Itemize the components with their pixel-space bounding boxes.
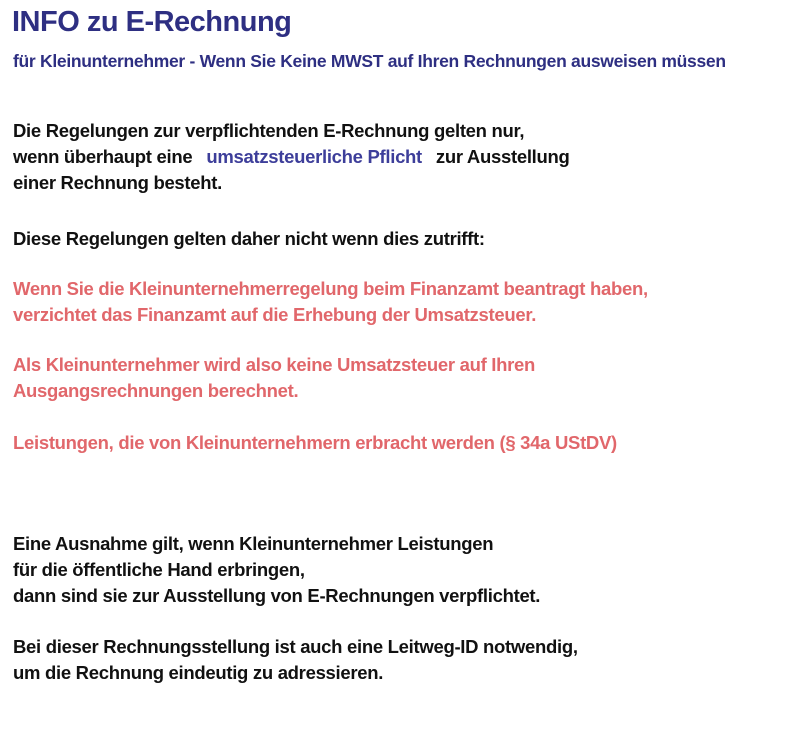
keine-umsatzsteuer-paragraph	[13, 352, 535, 404]
page-title: INFO zu E-Rechnung	[12, 6, 292, 38]
leitweg-line-2: um die Rechnung eindeutig zu adressieren.	[13, 662, 384, 683]
leitweg-line-1: Bei dieser Rechnungsstellung ist auch eine Leitweg-ID notwendig,	[13, 636, 578, 657]
kleinunternehmer-regelung-paragraph	[13, 276, 648, 328]
intro-paragraph	[13, 118, 570, 196]
condition-paragraph	[13, 226, 485, 252]
exception-line-2: für die öffentliche Hand erbringen,	[13, 559, 305, 580]
exception-line-3: dann sind sie zur Ausstellung von E-Rechnungen verpflichtet.	[13, 585, 541, 606]
condition-line: Diese Regelungen gelten daher nicht wenn dies zutrifft:	[13, 228, 485, 249]
umsatzsteuer-pflicht-link[interactable]: umsatzsteuerliche Pflicht	[206, 146, 422, 167]
intro-line-2	[13, 144, 570, 170]
page-subtitle: für Kleinunternehmer - Wenn Sie Keine MWST auf Ihren Rechnungen ausweisen müssen	[13, 51, 726, 71]
leistungen-paragraph	[13, 430, 617, 456]
leitweg-paragraph	[13, 634, 578, 686]
intro-line-2-before: wenn überhaupt eine	[13, 146, 193, 167]
highlight-line-4: Ausgangsrechnungen berechnet.	[13, 380, 299, 401]
exception-line-1: Eine Ausnahme gilt, wenn Kleinunternehmer Leistungen	[13, 533, 494, 554]
highlight-line-5: Leistungen, die von Kleinunternehmern erbracht werden (§ 34a UStDV)	[13, 432, 617, 453]
intro-line-3: einer Rechnung besteht.	[13, 172, 222, 193]
exception-paragraph	[13, 531, 540, 609]
highlight-line-3: Als Kleinunternehmer wird also keine Umsatzsteuer auf Ihren	[13, 354, 536, 375]
intro-line-1: Die Regelungen zur verpflichtenden E-Rechnung gelten nur,	[13, 120, 525, 141]
intro-line-2-after: zur Ausstellung	[435, 146, 570, 167]
highlight-line-1: Wenn Sie die Kleinunternehmerregelung beim Finanzamt beantragt haben,	[13, 278, 648, 299]
highlight-line-2: verzichtet das Finanzamt auf die Erhebung der Umsatzsteuer.	[13, 304, 537, 325]
